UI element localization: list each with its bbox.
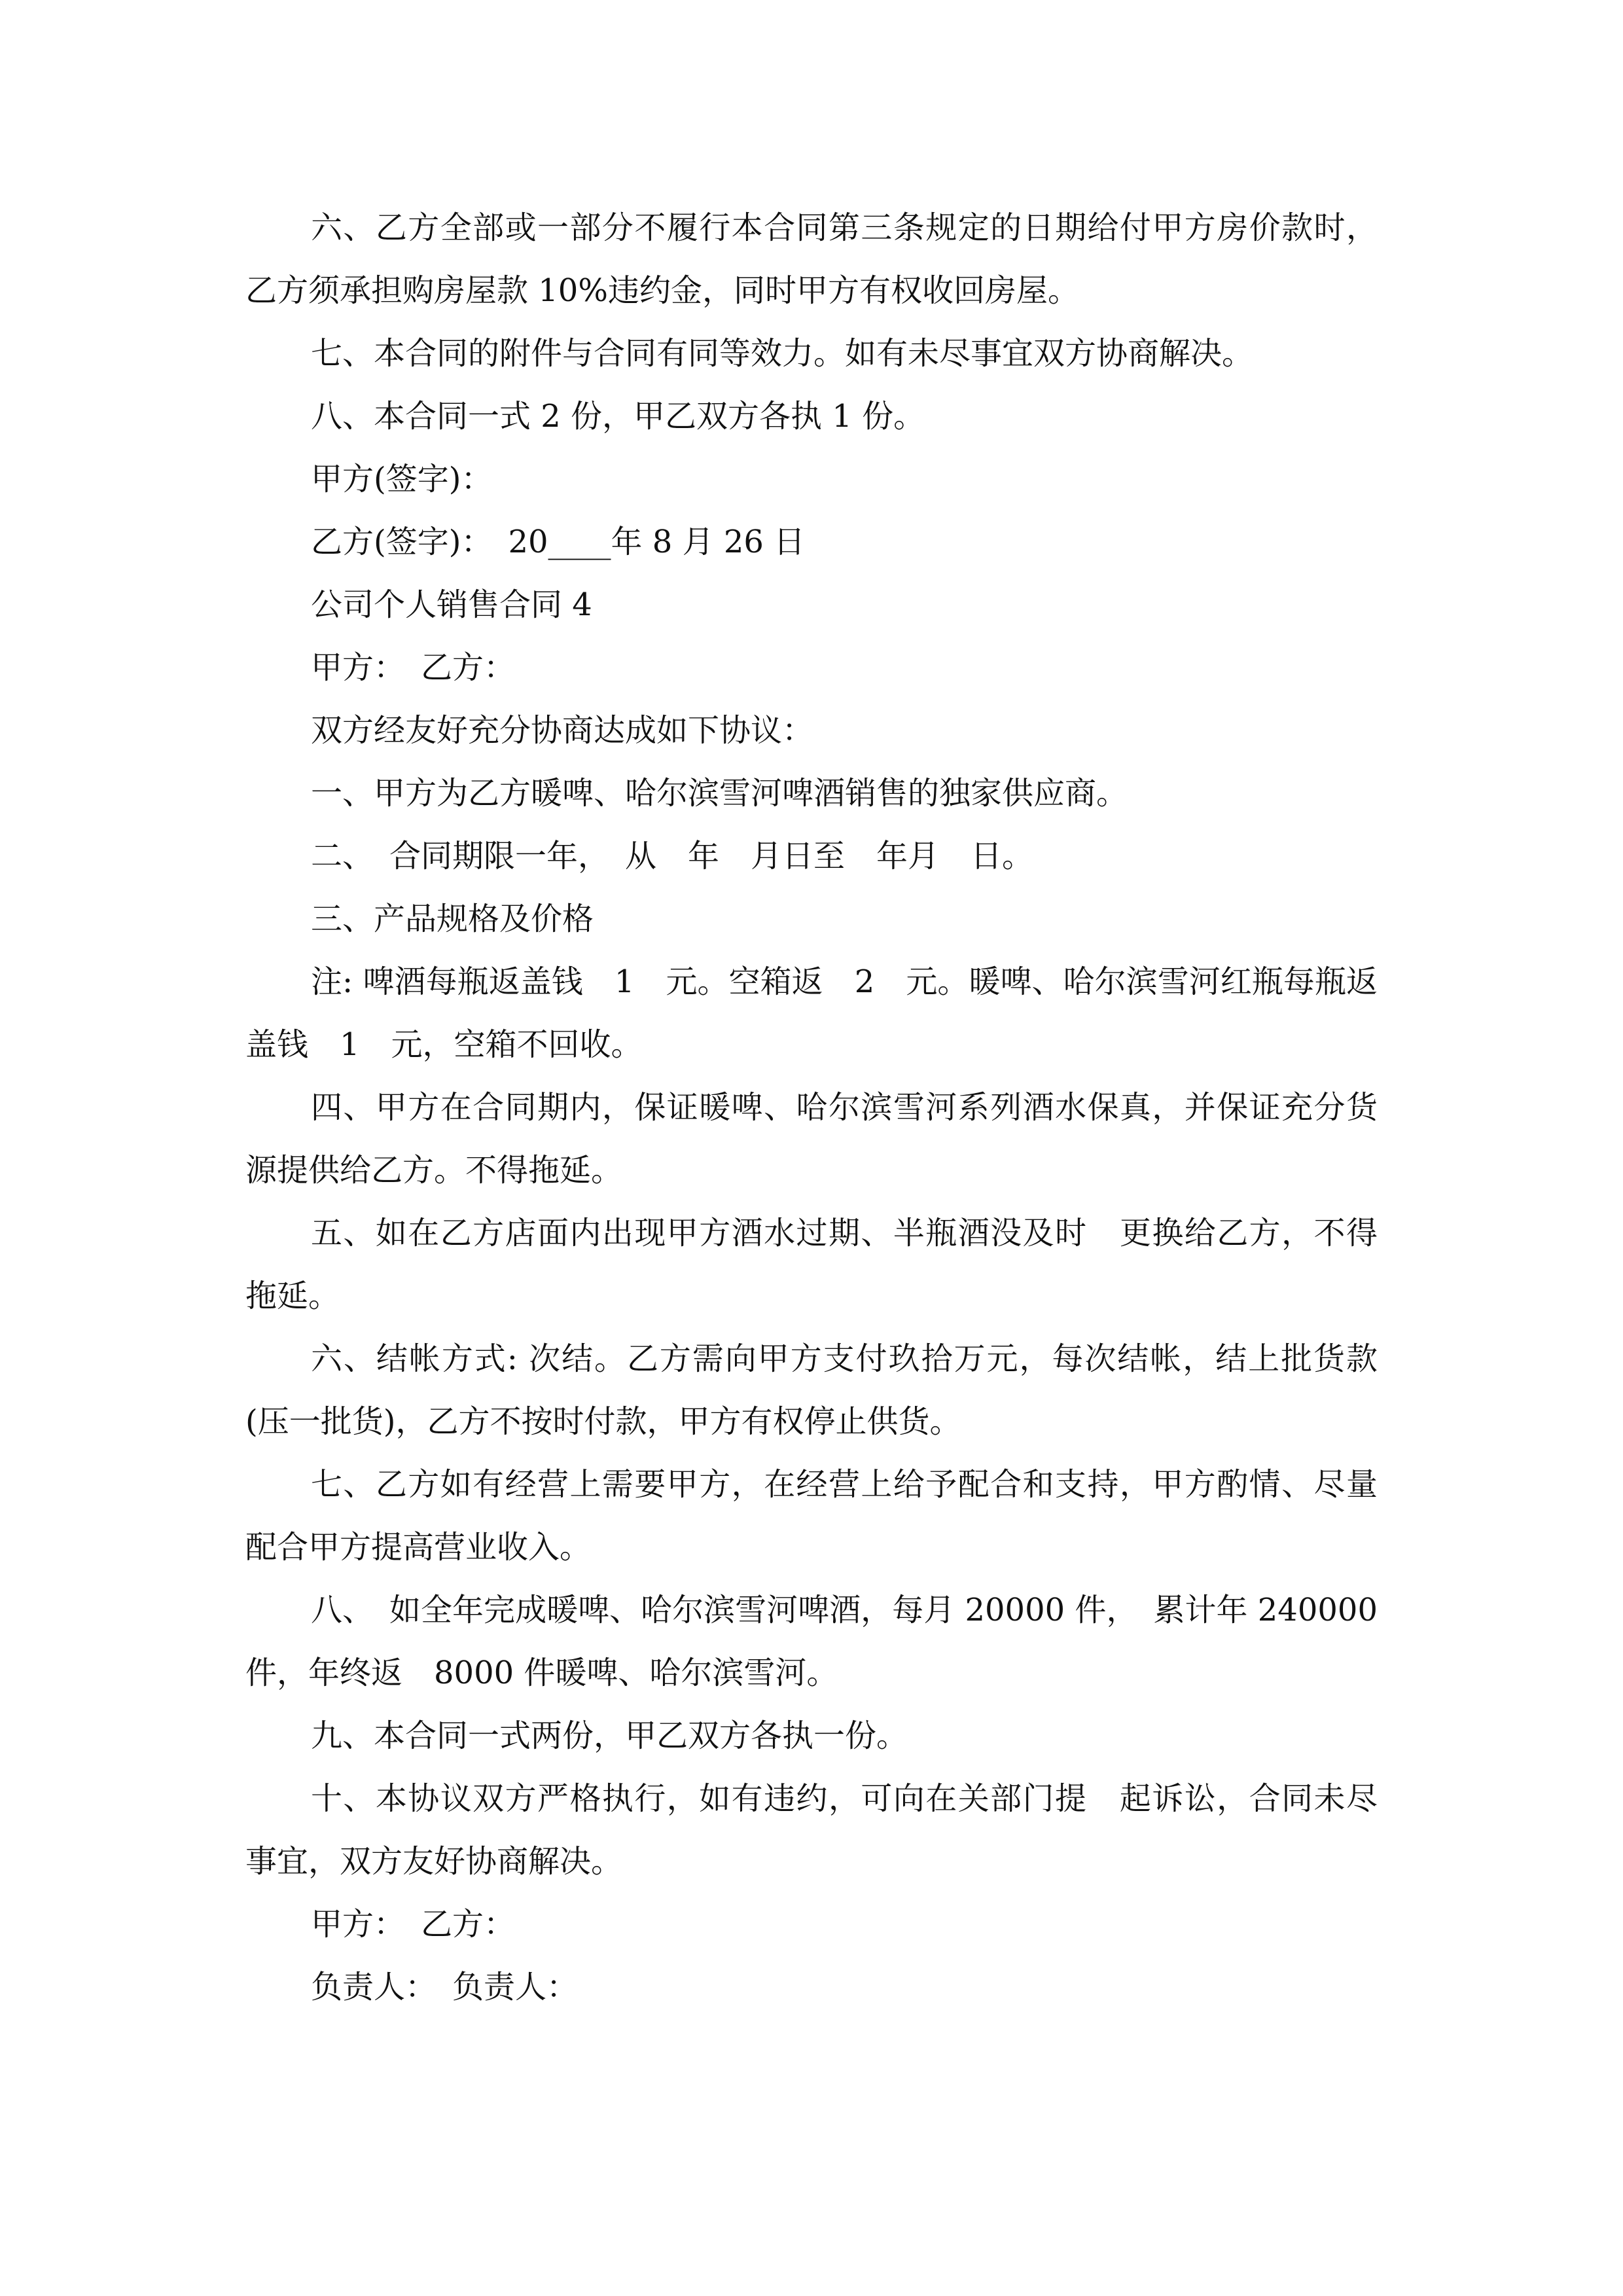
party-b-signature-date-line: 乙方(签字)： 20____年 8 月 26 日	[311, 524, 806, 560]
clause-4-paragraph: 四、甲方在合同期内，保证暖啤、哈尔滨雪河系列酒水保真，并保证充分货源提供给乙方。不得拖延。	[245, 1089, 1378, 1189]
clause-6-paragraph: 六、乙方全部或一部分不履行本合同第三条规定的日期给付甲方房价款时，乙方须承担购房屋款 10%违约金，同时甲方有权收回房屋。	[245, 209, 1378, 309]
contract-4-title: 公司个人销售合同 4	[311, 586, 592, 623]
responsible-persons-line: 负责人： 负责人：	[311, 1969, 579, 2005]
clause-8-paragraph: 八、本合同一式 2 份，甲乙双方各执 1 份。	[311, 398, 925, 435]
clause-2-paragraph: 二、 合同期限一年， 从 年 月日至 年月 日。	[311, 838, 1034, 874]
party-a-signature-line: 甲方(签字)：	[311, 461, 493, 497]
clause-9-paragraph: 九、本合同一式两份，甲乙双方各执一份。	[311, 1717, 908, 1754]
clause-7-paragraph: 七、本合同的附件与合同有同等效力。如有未尽事宜双方协商解决。	[311, 335, 1254, 372]
closing-parties-line: 甲方： 乙方：	[311, 1906, 516, 1943]
clause-7b-paragraph: 七、乙方如有经营上需要甲方，在经营上给予配合和支持，甲方酌情、尽量配合甲方提高营业收入。	[245, 1466, 1378, 1566]
note-paragraph: 注: 啤酒每瓶返盖钱 1 元。空箱返 2 元。暖啤、哈尔滨雪河红瓶每瓶返盖钱 1 元，空箱不回收。	[245, 963, 1378, 1063]
clause-6b-paragraph: 六、结帐方式: 次结。乙方需向甲方支付玖拾万元，每次结帐，结上批货款(压一批货)，乙方不按时付款，甲方有权停止供货。	[245, 1340, 1378, 1440]
clause-3-paragraph: 三、产品规格及价格	[311, 901, 594, 937]
clause-10-paragraph: 十、本协议双方严格执行，如有违约，可向在关部门提 起诉讼，合同未尽事宜，双方友好协商解决。	[245, 1780, 1378, 1880]
clause-8b-paragraph: 八、 如全年完成暖啤、哈尔滨雪河啤酒，每月 20000 件， 累计年 240000 件，年终返 8000 件暖啤、哈尔滨雪河。	[245, 1592, 1378, 1691]
clause-5-paragraph: 五、如在乙方店面内出现甲方酒水过期、半瓶酒没及时 更换给乙方，不得拖延。	[245, 1215, 1378, 1314]
document-body	[245, 196, 1378, 2018]
clause-1-paragraph: 一、甲方为乙方暖啤、哈尔滨雪河啤酒销售的独家供应商。	[311, 775, 1128, 812]
parties-line: 甲方： 乙方：	[311, 649, 516, 686]
agreement-intro: 双方经友好充分协商达成如下协议：	[311, 712, 814, 749]
